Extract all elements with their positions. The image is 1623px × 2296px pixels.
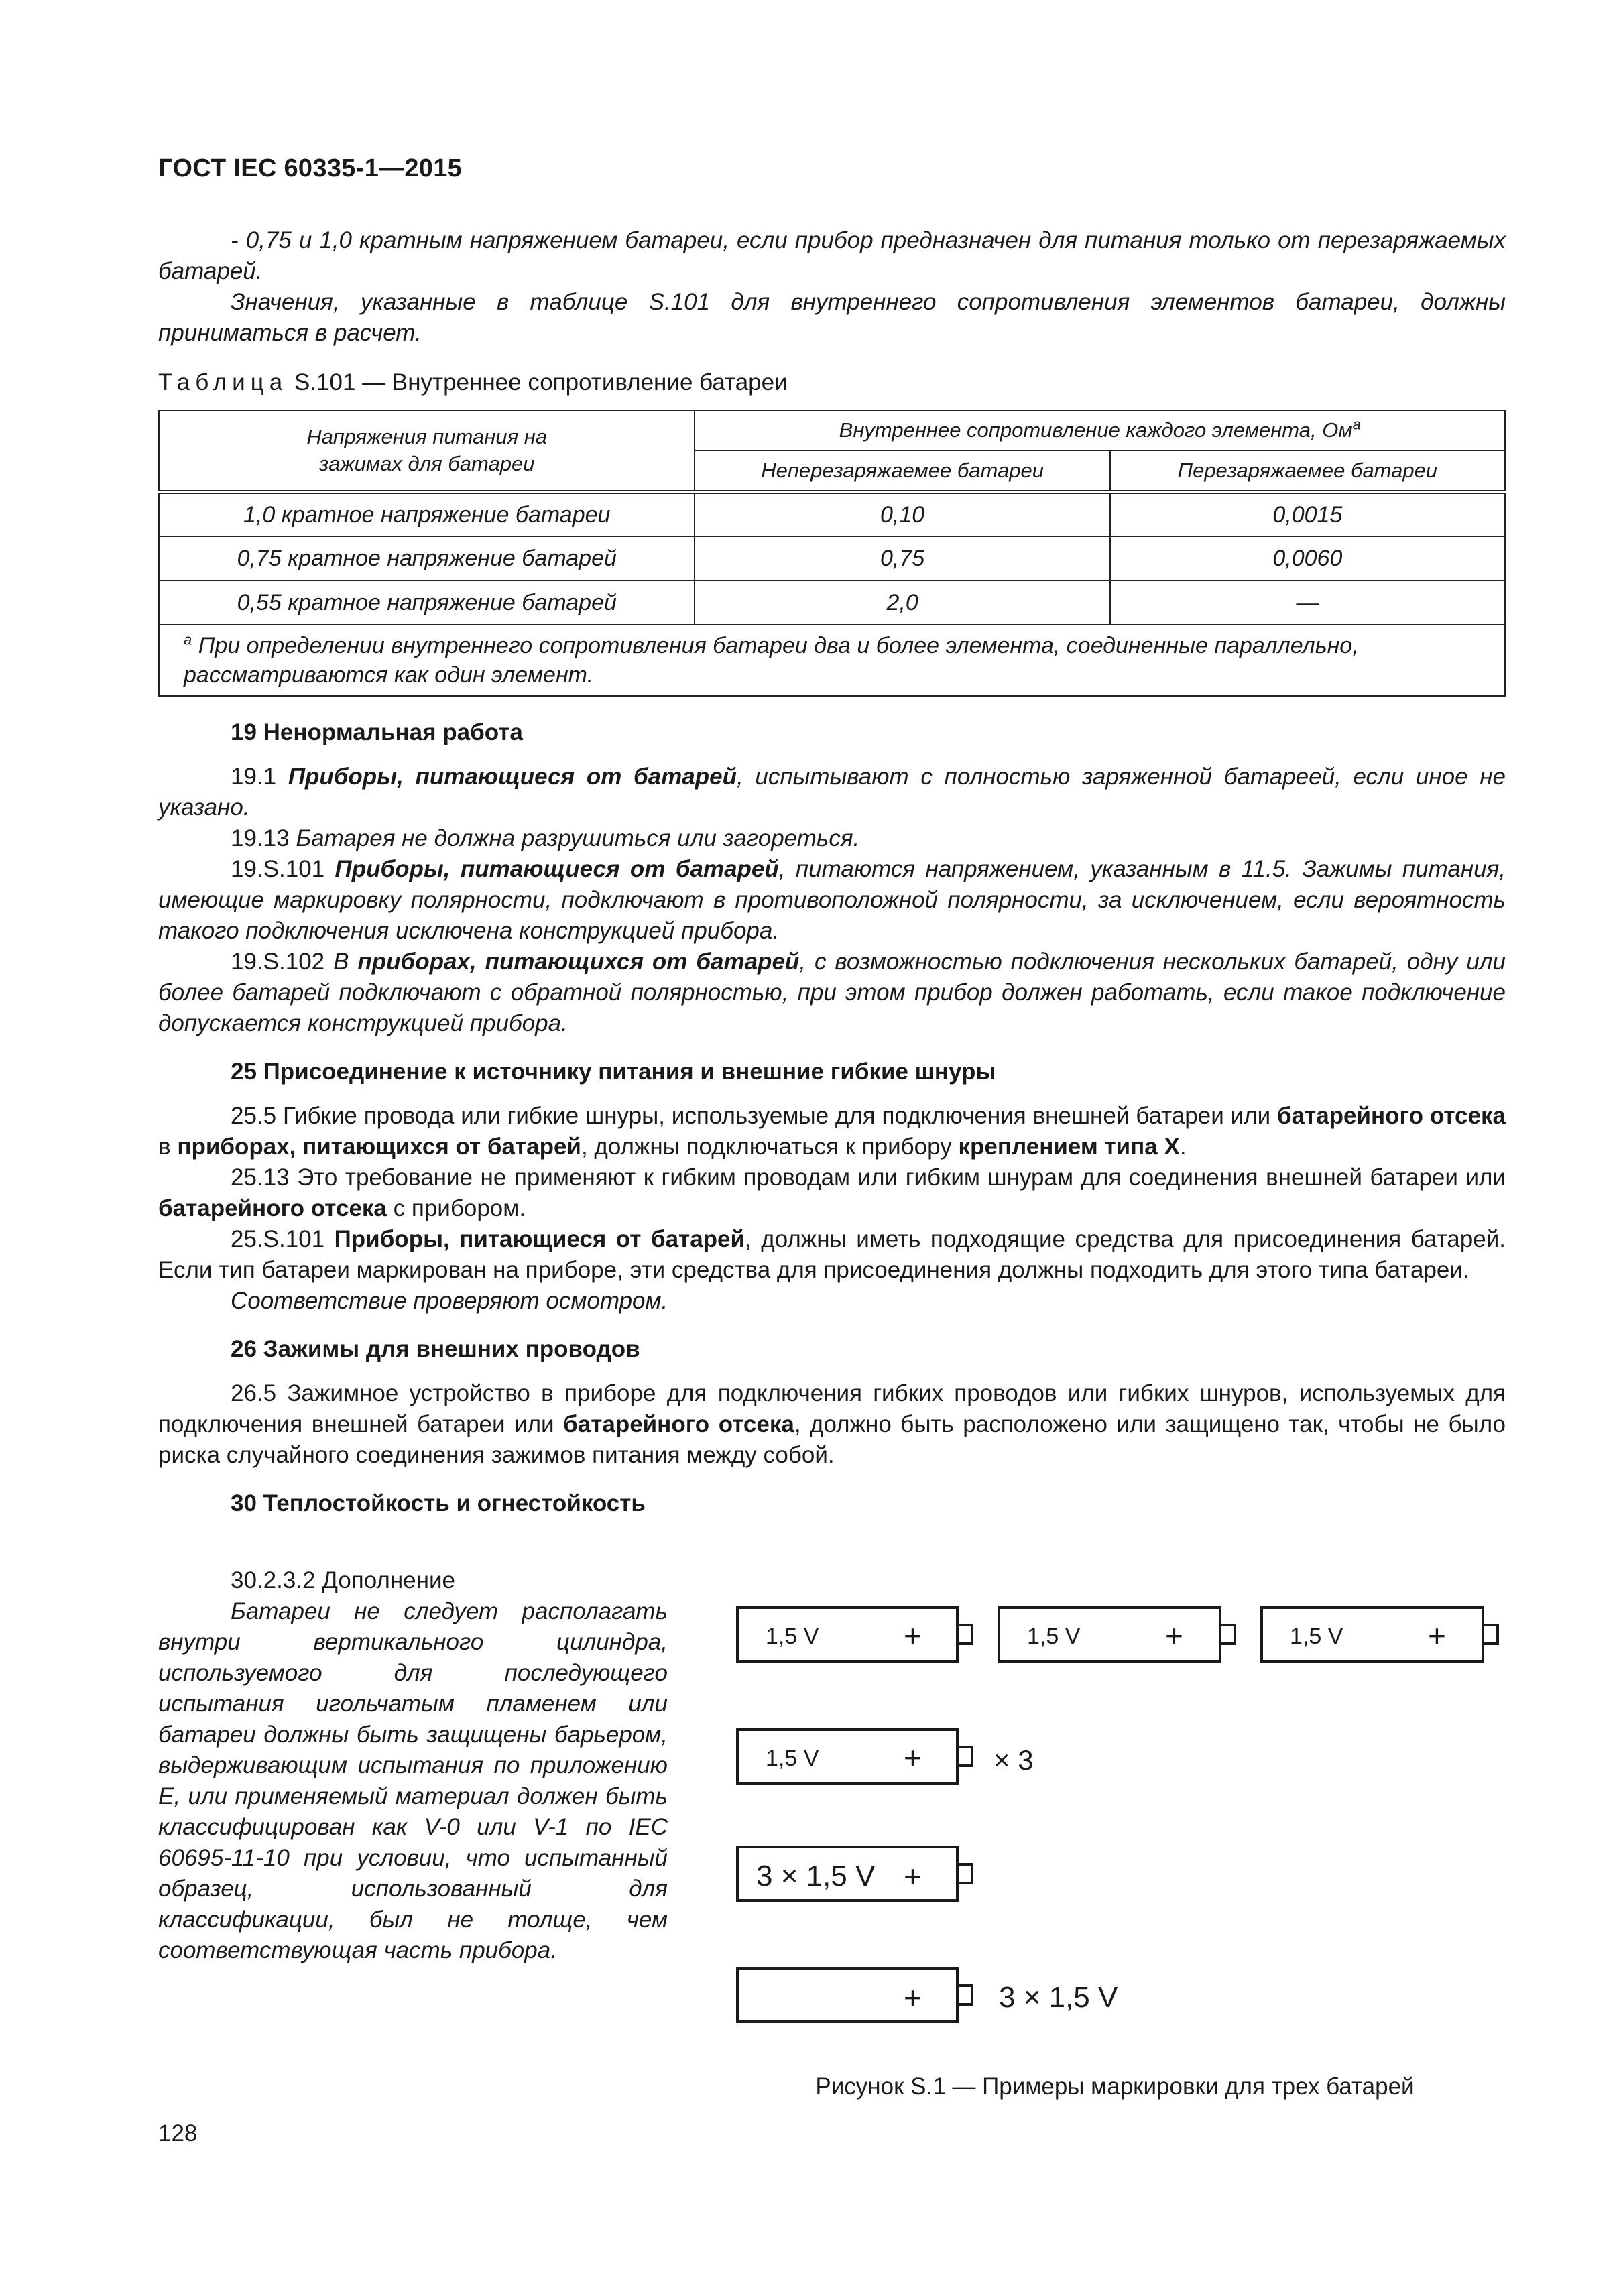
defined-term: приборах, питающихся от батарей	[177, 1134, 581, 1160]
clause-number: 26.5	[231, 1380, 277, 1406]
table-footnote-row	[159, 625, 1505, 696]
battery-label: 1,5 V	[1027, 1624, 1081, 1649]
clause-19-s102	[158, 947, 1506, 1039]
clause-number: 25.5	[231, 1103, 277, 1129]
plus-sign: +	[904, 1859, 922, 1894]
section-30-body	[158, 1565, 668, 1966]
table-row	[159, 581, 1505, 625]
section-19-title: 19 Ненормальная работа	[231, 719, 523, 745]
row-rech-value: —	[1110, 581, 1505, 625]
combined-label: 3 × 1,5 V	[756, 1860, 876, 1892]
battery-combined-inside	[737, 1847, 972, 1900]
table-caption-text: S.101 — Внутреннее сопротивление батареи	[294, 369, 788, 396]
multiplier-label: × 3	[994, 1744, 1034, 1776]
col-header-group	[695, 410, 1505, 450]
battery-cell-2	[999, 1608, 1235, 1661]
clause-19-s101	[158, 854, 1506, 947]
battery-cell-3	[1262, 1608, 1498, 1661]
clause-25-13	[158, 1162, 1506, 1224]
clause-text: с прибором.	[393, 1195, 526, 1221]
table-footnote	[159, 625, 1505, 696]
clause-text: .	[1179, 1134, 1187, 1160]
clause-19-13	[158, 823, 1506, 854]
clause-number: 19.1	[231, 764, 277, 790]
row-label: 0,55 кратное напряжение батарей	[159, 581, 695, 625]
clause-19-1	[158, 762, 1506, 823]
plus-sign: +	[1165, 1618, 1183, 1653]
clause-30-2-3-2: 30.2.3.2 Дополнение	[231, 1567, 455, 1593]
clause-number: 19.S.101	[231, 856, 325, 882]
intro-block	[158, 225, 1506, 349]
clause-25-5	[158, 1101, 1506, 1162]
clause-number: 25.S.101	[231, 1226, 325, 1252]
clause-30-2-3-2-text: Батареи не следует располагать внутри вертикального цилиндра, используемого для последующего испытания игольчатым пламенем или батареи должны быть защищены барьером, выдерживающим испытания по приложению E, или применяемый материал должен быть классифицирован как V-0 или V-1 по IEC 60695-11-10 при условии, что испытанный образец, использованный для классификации, был не толще, чем соответствующая часть прибора.	[158, 1598, 668, 1963]
defined-term: приборах, питающихся от батарей	[357, 949, 800, 975]
clause-text: Зажимное устройство в приборе для подключения гибких проводов или гибких шнуров, используемых для подключения внешней батареи или	[158, 1380, 1506, 1437]
battery-cell-times-three	[737, 1730, 1034, 1783]
defined-term: батарейного отсека	[563, 1411, 794, 1437]
section-25-title: 25 Присоединение к источнику питания и внешние гибкие шнуры	[231, 1059, 996, 1085]
clause-text: , с возможностью подключения нескольких батарей, одну или более батарей подключают с обратной полярностью, при этом прибор должен работать, если такое подключение допускается конструкцией прибора.	[158, 949, 1506, 1036]
row-label: 0,75 кратное напряжение батарей	[159, 536, 695, 581]
clause-text: , должно быть расположено или защищено так, чтобы не было риска случайного соединения зажимов питания между собой.	[158, 1411, 1506, 1468]
clause-number: 19.S.102	[231, 949, 325, 975]
table-caption-label: Таблица	[158, 369, 288, 396]
plus-sign: +	[904, 1980, 922, 2015]
intro-paragraph-1: - 0,75 и 1,0 кратным напряжением батареи, если прибор предназначен для питания только от перезаряжаемых батарей.	[158, 227, 1506, 284]
battery-label: 1,5 V	[1290, 1624, 1343, 1649]
clause-text: , должны иметь подходящие средства для присоединения батарей. Если тип батареи маркирован на приборе, эти средства для присоединения должны подходить для этого типа батареи.	[158, 1226, 1506, 1283]
clause-text: Это требование не применяют к гибким проводам или гибким шнурам для соединения внешней батареи или	[297, 1164, 1506, 1191]
section-26-title: 26 Зажимы для внешних проводов	[231, 1336, 640, 1362]
clause-text: , питаются напряжением, указанным в 11.5. Зажимы питания, имеющие маркировку полярности, подключают в противоположной полярности, за исключением, если вероятность такого подключения исключена конструкцией прибора.	[158, 856, 1506, 944]
footnote-mark: a	[184, 631, 192, 648]
defined-term: батарейного отсека	[1276, 1103, 1506, 1129]
col-header-nonrechargeable: Неперезаряжаемее батареи	[695, 450, 1109, 492]
battery-label: 1,5 V	[766, 1746, 819, 1771]
battery-resistance-table	[158, 410, 1506, 697]
clause-text: Гибкие провода или гибкие шнуры, используемые для подключения внешней батареи или	[282, 1103, 1271, 1129]
defined-term: батарейного отсека	[158, 1195, 387, 1221]
row-rech-value: 0,0060	[1110, 536, 1505, 581]
clause-number: 25.13	[231, 1164, 290, 1191]
col-header-voltage: Напряжения питания на зажимах для батареи	[159, 410, 695, 492]
defined-term: Приборы, питающиеся от батарей	[334, 1226, 745, 1252]
table-row	[159, 492, 1505, 536]
row-nonrech-value: 0,75	[695, 536, 1109, 581]
defined-term: Приборы, питающиеся от батарей	[288, 764, 737, 790]
row-nonrech-value: 0,10	[695, 492, 1109, 536]
row-nonrech-value: 2,0	[695, 581, 1109, 625]
plus-sign: +	[904, 1618, 922, 1653]
clause-text: , должны подключаться к прибору	[581, 1134, 952, 1160]
footnote-text: При определении внутреннего сопротивления батареи два и более элемента, соединенные параллельно, рассматриваются как один элемент.	[184, 633, 1359, 688]
battery-combined-outside	[737, 1968, 1118, 2022]
clause-text: , испытывают с полностью заряженной батареей, если иное не указано.	[158, 764, 1506, 821]
battery-marking-figure	[724, 1589, 1506, 2058]
compliance-note: Соответствие проверяют осмотром.	[231, 1288, 668, 1314]
col-header-rechargeable: Перезаряжаемее батареи	[1110, 450, 1505, 492]
clause-number: 19.13	[231, 825, 290, 851]
plus-sign: +	[904, 1740, 922, 1775]
combined-label: 3 × 1,5 V	[999, 1981, 1118, 2014]
battery-cell-1	[737, 1608, 972, 1661]
plus-sign: +	[1428, 1618, 1446, 1653]
figure-caption: Рисунок S.1 — Примеры маркировки для трех батарей	[815, 2073, 1415, 2100]
table-caption	[158, 367, 1506, 398]
page-number: 128	[158, 2120, 198, 2147]
body-text	[158, 717, 1506, 1519]
battery-label: 1,5 V	[766, 1624, 819, 1649]
table-row	[159, 536, 1505, 581]
clause-text: в	[158, 1134, 171, 1160]
intro-paragraph-2: Значения, указанные в таблице S.101 для внутреннего сопротивления элементов батареи, должны приниматься в расчет.	[158, 289, 1506, 346]
clause-26-5	[158, 1378, 1506, 1471]
defined-term: креплением типа X	[958, 1134, 1180, 1160]
clause-text: В	[333, 949, 349, 975]
clause-25-s101	[158, 1224, 1506, 1286]
col-header-group-text: Внутреннее сопротивление каждого элемента, Ом	[839, 418, 1353, 442]
clause-text: Батарея не должна разрушиться или загореться.	[296, 825, 860, 851]
defined-term: Приборы, питающиеся от батарей	[335, 856, 779, 882]
document-header: ГОСТ IEC 60335-1—2015	[158, 154, 463, 182]
row-label: 1,0 кратное напряжение батареи	[159, 492, 695, 536]
col-header-footnote-mark: a	[1352, 416, 1361, 433]
section-30-title: 30 Теплостойкость и огнестойкость	[231, 1490, 646, 1516]
row-rech-value: 0,0015	[1110, 492, 1505, 536]
